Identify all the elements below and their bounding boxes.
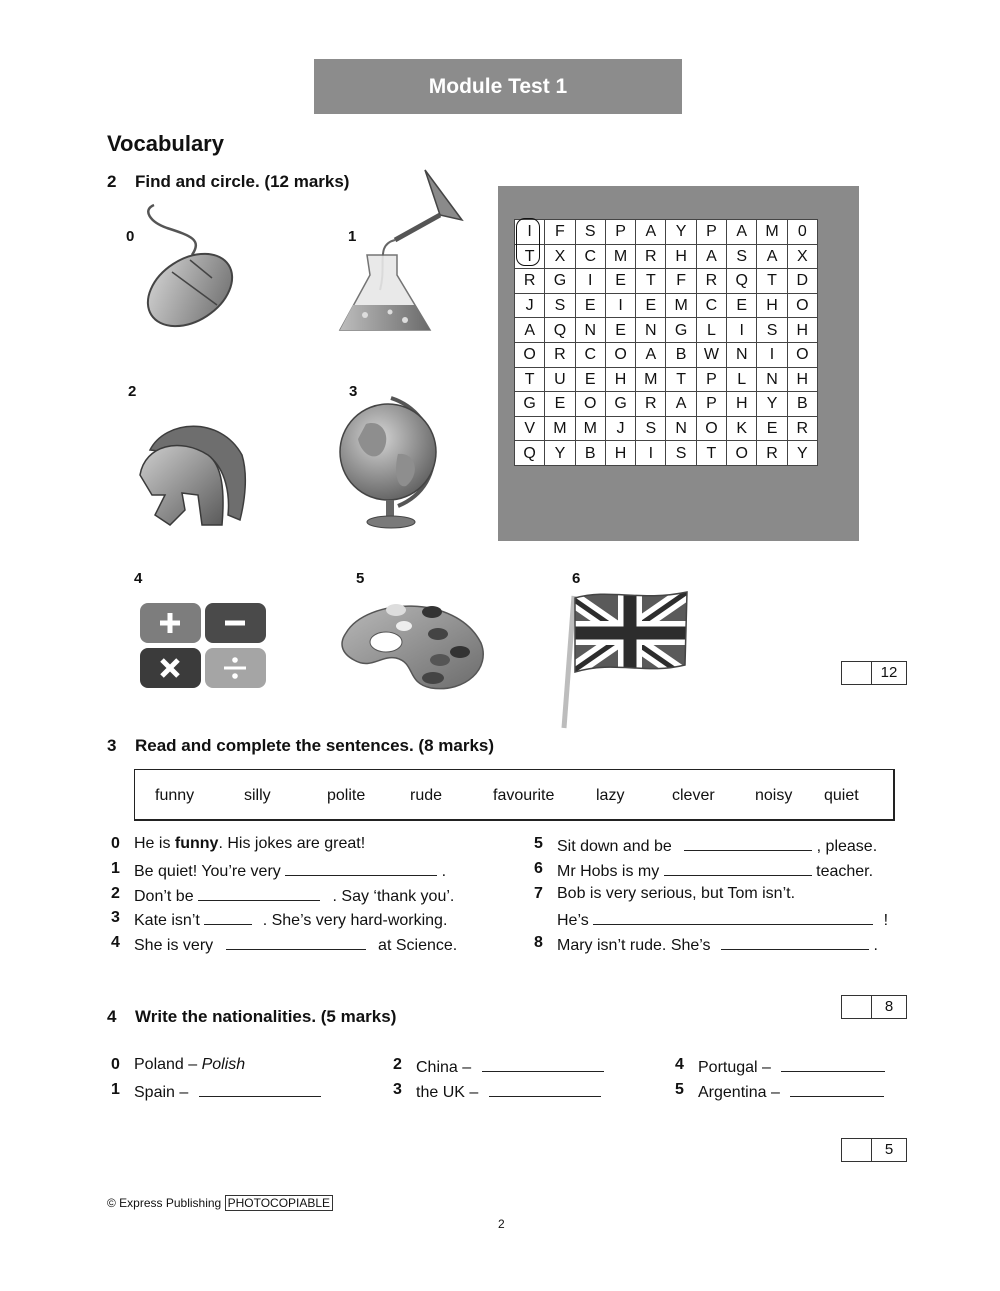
item-number: 5 — [675, 1081, 684, 1098]
answer-blank[interactable] — [482, 1056, 604, 1072]
answer-blank[interactable] — [199, 1081, 321, 1097]
grid-cell[interactable]: B — [575, 441, 605, 466]
grid-cell[interactable]: Q — [727, 269, 757, 294]
grid-cell[interactable]: S — [545, 293, 575, 318]
answer-blank[interactable] — [664, 860, 812, 876]
item-number: 1 — [111, 860, 120, 877]
grid-cell[interactable]: E — [605, 318, 635, 343]
grid-cell[interactable]: H — [605, 367, 635, 392]
grid-cell[interactable]: H — [787, 367, 817, 392]
grid-cell[interactable]: M — [605, 244, 635, 269]
grid-cell[interactable]: I — [636, 441, 666, 466]
grid-cell[interactable]: T — [696, 441, 726, 466]
picture-number-2: 2 — [128, 383, 137, 400]
grid-cell[interactable]: R — [636, 244, 666, 269]
word-option: noisy — [755, 787, 793, 804]
word-option: polite — [327, 787, 366, 804]
word-option: funny — [155, 787, 195, 804]
sentence-2 — [111, 885, 454, 906]
word-search-grid — [514, 219, 818, 466]
sentence-text: Bob is very serious, but Tom isn’t. — [557, 885, 796, 902]
item-number: 1 — [111, 1081, 120, 1098]
grid-cell[interactable]: M — [545, 416, 575, 441]
grid-cell[interactable]: I — [605, 293, 635, 318]
sentence-text: ! — [883, 912, 889, 929]
sentence-text: . She’s very hard-working. — [262, 912, 448, 929]
item-number: 2 — [393, 1056, 402, 1073]
sentence-text: He is — [134, 835, 175, 852]
grid-cell[interactable]: H — [727, 392, 757, 417]
grid-row — [515, 392, 818, 417]
word-option: lazy — [596, 787, 625, 804]
score-blank[interactable] — [842, 1139, 872, 1161]
grid-cell[interactable]: M — [757, 220, 787, 245]
grid-cell[interactable]: C — [696, 293, 726, 318]
grid-cell[interactable]: E — [575, 293, 605, 318]
score-total: 12 — [880, 664, 898, 681]
grid-cell[interactable]: O — [605, 342, 635, 367]
score-blank[interactable] — [842, 662, 872, 684]
module-title — [314, 59, 682, 114]
grid-cell[interactable]: P — [605, 220, 635, 245]
score-box-ex2 — [841, 661, 907, 685]
grid-cell[interactable]: S — [727, 244, 757, 269]
sentence-text: Mr Hobs is my — [557, 863, 660, 880]
grid-cell[interactable]: G — [666, 318, 696, 343]
grid-cell[interactable]: B — [666, 342, 696, 367]
item-number: 3 — [393, 1081, 402, 1098]
word-option: favourite — [493, 787, 555, 804]
grid-cell[interactable]: A — [696, 244, 726, 269]
grid-row — [515, 293, 818, 318]
grid-cell[interactable]: A — [515, 318, 545, 343]
grid-cell[interactable]: N — [636, 318, 666, 343]
picture-number-6: 6 — [572, 570, 581, 587]
exercise-4-title — [107, 1007, 396, 1027]
copyright-text: © Express Publishing — [107, 1196, 222, 1210]
picture-number-3: 3 — [349, 383, 358, 400]
grid-cell[interactable]: C — [575, 244, 605, 269]
grid-cell[interactable]: O — [787, 342, 817, 367]
grid-cell[interactable]: Y — [666, 220, 696, 245]
grid-cell[interactable]: N — [727, 342, 757, 367]
maths-symbols-icon — [138, 601, 268, 691]
sentence-6 — [534, 860, 873, 881]
grid-row — [515, 441, 818, 466]
grid-cell[interactable]: V — [515, 416, 545, 441]
grid-cell[interactable]: A — [636, 342, 666, 367]
nationality-4 — [675, 1056, 885, 1077]
sentence-text: She is very — [134, 937, 214, 954]
item-number: 3 — [111, 909, 120, 926]
helmet-icon — [130, 415, 250, 530]
nationality-3 — [393, 1081, 601, 1102]
grid-cell[interactable]: R — [636, 392, 666, 417]
grid-cell[interactable]: I — [727, 318, 757, 343]
grid-cell[interactable]: M — [636, 367, 666, 392]
nationality-5 — [675, 1081, 884, 1102]
item-number: 2 — [111, 885, 120, 902]
grid-cell[interactable]: G — [515, 392, 545, 417]
sentence-text: Don’t be — [134, 888, 194, 905]
item-number: 5 — [534, 835, 543, 852]
word-option: rude — [410, 787, 443, 804]
item-number: 7 — [534, 885, 543, 902]
sentence-1 — [111, 860, 446, 881]
exercise-number: 4 — [107, 1007, 117, 1026]
picture-number-4: 4 — [134, 570, 143, 587]
grid-cell[interactable]: S — [757, 318, 787, 343]
grid-cell[interactable]: R — [696, 269, 726, 294]
grid-row — [515, 416, 818, 441]
nationality-2 — [393, 1056, 604, 1077]
grid-cell[interactable]: E — [757, 416, 787, 441]
picture-number-5: 5 — [356, 570, 365, 587]
grid-cell[interactable]: H — [787, 318, 817, 343]
item-number: 4 — [111, 934, 120, 951]
sentence-text: Mary isn’t rude. She’s — [557, 937, 711, 954]
country-text: Poland – — [134, 1056, 202, 1073]
grid-cell[interactable]: E — [575, 367, 605, 392]
sentence-text: teacher. — [816, 863, 874, 880]
grid-cell[interactable]: L — [727, 367, 757, 392]
item-number: 6 — [534, 860, 543, 877]
photocopiable-label: PHOTOCOPIABLE — [225, 1195, 333, 1211]
item-number: 8 — [534, 934, 543, 951]
exercise-title-text: Write the nationalities. (5 marks) — [135, 1007, 397, 1026]
grid-cell[interactable]: T — [515, 244, 545, 269]
sentence-text: . Say ‘thank you’. — [332, 888, 455, 905]
grid-cell[interactable]: O — [575, 392, 605, 417]
example-circle — [516, 218, 540, 266]
picture-number-0: 0 — [126, 228, 135, 245]
answer-blank[interactable] — [790, 1081, 884, 1097]
section-heading: Vocabulary — [107, 131, 224, 156]
grid-cell[interactable]: H — [757, 293, 787, 318]
nationality-1 — [111, 1081, 321, 1102]
grid-cell[interactable]: T — [757, 269, 787, 294]
answer-blank[interactable] — [198, 885, 320, 901]
grid-cell[interactable]: E — [727, 293, 757, 318]
grid-cell[interactable]: G — [605, 392, 635, 417]
grid-row — [515, 367, 818, 392]
grid-cell[interactable]: O — [515, 342, 545, 367]
grid-cell[interactable]: I — [575, 269, 605, 294]
nationality-0 — [111, 1056, 245, 1074]
grid-cell[interactable]: F — [666, 269, 696, 294]
grid-cell[interactable]: R — [515, 269, 545, 294]
answer-blank[interactable] — [781, 1056, 885, 1072]
score-blank[interactable] — [842, 996, 872, 1018]
grid-cell[interactable]: N — [666, 416, 696, 441]
grid-cell[interactable]: I — [757, 342, 787, 367]
grid-row — [515, 342, 818, 367]
country-text: China – — [416, 1059, 472, 1076]
grid-cell[interactable]: L — [696, 318, 726, 343]
sentence-0 — [111, 835, 365, 853]
computer-mouse-icon — [122, 200, 247, 330]
grid-cell[interactable]: N — [575, 318, 605, 343]
grid-cell[interactable]: R — [787, 416, 817, 441]
grid-cell[interactable]: X — [787, 244, 817, 269]
grid-cell[interactable]: F — [545, 220, 575, 245]
grid-cell[interactable]: E — [636, 293, 666, 318]
sentence-5 — [534, 835, 877, 856]
country-text: Portugal – — [698, 1059, 771, 1076]
grid-cell[interactable]: O — [696, 416, 726, 441]
grid-cell[interactable]: O — [787, 293, 817, 318]
grid-cell[interactable]: 0 — [787, 220, 817, 245]
item-number: 0 — [111, 835, 120, 852]
item-number: 0 — [111, 1056, 120, 1073]
sentence-4 — [111, 934, 457, 955]
science-flask-icon — [335, 165, 465, 345]
sentence-text: Sit down and be — [557, 838, 672, 855]
example-answer: Polish — [201, 1056, 246, 1073]
grid-row — [515, 318, 818, 343]
grid-cell[interactable]: A — [666, 392, 696, 417]
exercise-number: 2 — [107, 172, 117, 191]
answer-blank[interactable] — [684, 835, 812, 851]
grid-cell[interactable]: B — [787, 392, 817, 417]
grid-cell[interactable]: S — [636, 416, 666, 441]
grid-cell[interactable]: R — [757, 441, 787, 466]
grid-cell[interactable]: S — [575, 220, 605, 245]
sentence-8 — [534, 934, 878, 955]
grid-cell[interactable]: P — [696, 220, 726, 245]
country-text: Spain – — [134, 1084, 189, 1101]
sentence-7 — [534, 885, 795, 903]
sentence-text: . — [873, 937, 878, 954]
grid-cell[interactable]: T — [636, 269, 666, 294]
answer-blank[interactable] — [285, 860, 437, 876]
grid-cell[interactable]: D — [787, 269, 817, 294]
answer-blank[interactable] — [489, 1081, 601, 1097]
sentence-text: Kate isn’t — [134, 912, 200, 929]
grid-cell[interactable]: R — [545, 342, 575, 367]
sentence-text: . — [441, 863, 447, 880]
grid-cell[interactable]: H — [666, 244, 696, 269]
module-title-text: Module Test 1 — [428, 74, 568, 98]
word-box — [134, 769, 895, 821]
country-text: the UK – — [416, 1084, 479, 1101]
grid-cell[interactable]: M — [666, 293, 696, 318]
grid-cell[interactable]: Y — [787, 441, 817, 466]
paint-palette-icon — [336, 598, 488, 694]
score-total: 8 — [884, 998, 894, 1015]
word-option: clever — [672, 787, 715, 804]
grid-cell[interactable]: Y — [545, 441, 575, 466]
exercise-title-text: Find and circle. (12 marks) — [135, 172, 350, 191]
sentence-text: He’s — [557, 912, 589, 929]
example-answer: funny — [174, 835, 219, 852]
grid-cell[interactable]: K — [727, 416, 757, 441]
sentence-7-continued — [557, 909, 888, 930]
grid-row — [515, 269, 818, 294]
sentence-text: , please. — [816, 838, 878, 855]
exercise-2-title — [107, 172, 349, 192]
word-option: silly — [244, 787, 271, 804]
exercise-3-title — [107, 736, 494, 756]
globe-icon — [336, 394, 448, 530]
grid-cell[interactable]: W — [696, 342, 726, 367]
item-number: 4 — [675, 1056, 684, 1073]
answer-blank[interactable] — [721, 934, 869, 950]
grid-cell[interactable]: M — [575, 416, 605, 441]
score-total: 5 — [884, 1141, 894, 1158]
grid-cell[interactable]: A — [727, 220, 757, 245]
grid-cell[interactable]: P — [696, 367, 726, 392]
sentence-text: at Science. — [378, 937, 458, 954]
answer-blank[interactable] — [593, 909, 873, 925]
grid-cell[interactable]: P — [696, 392, 726, 417]
grid-cell[interactable]: E — [545, 392, 575, 417]
grid-cell[interactable]: J — [605, 416, 635, 441]
grid-cell[interactable]: S — [666, 441, 696, 466]
picture-number-1: 1 — [348, 228, 357, 245]
grid-cell[interactable]: Q — [545, 318, 575, 343]
grid-cell[interactable]: Q — [515, 441, 545, 466]
answer-blank[interactable] — [226, 934, 366, 950]
grid-cell[interactable]: E — [605, 269, 635, 294]
sentence-text: . His jokes are great! — [218, 835, 366, 852]
answer-blank[interactable] — [204, 909, 252, 925]
grid-cell[interactable]: H — [605, 441, 635, 466]
grid-cell[interactable]: I — [515, 220, 545, 245]
footer — [107, 1196, 333, 1210]
sentence-3 — [111, 909, 447, 930]
exercise-number: 3 — [107, 736, 117, 755]
sentence-text: Be quiet! You’re very — [134, 863, 281, 880]
grid-cell[interactable]: A — [636, 220, 666, 245]
grid-cell[interactable]: U — [545, 367, 575, 392]
grid-cell[interactable]: C — [575, 342, 605, 367]
page-number: 2 — [498, 1217, 505, 1231]
score-box-ex4 — [841, 1138, 907, 1162]
grid-row — [515, 244, 818, 269]
grid-cell[interactable]: J — [515, 293, 545, 318]
grid-cell[interactable]: Y — [757, 392, 787, 417]
grid-cell[interactable]: T — [515, 367, 545, 392]
uk-flag-icon — [560, 590, 690, 730]
word-option: quiet — [824, 787, 859, 804]
grid-cell[interactable]: G — [545, 269, 575, 294]
grid-cell[interactable]: O — [727, 441, 757, 466]
grid-cell[interactable]: N — [757, 367, 787, 392]
exercise-title-text: Read and complete the sentences. (8 marks) — [135, 736, 495, 755]
country-text: Argentina – — [698, 1084, 780, 1101]
grid-cell[interactable]: A — [757, 244, 787, 269]
grid-row — [515, 220, 818, 245]
grid-cell[interactable]: X — [545, 244, 575, 269]
grid-cell[interactable]: T — [666, 367, 696, 392]
score-box-ex3 — [841, 995, 907, 1019]
